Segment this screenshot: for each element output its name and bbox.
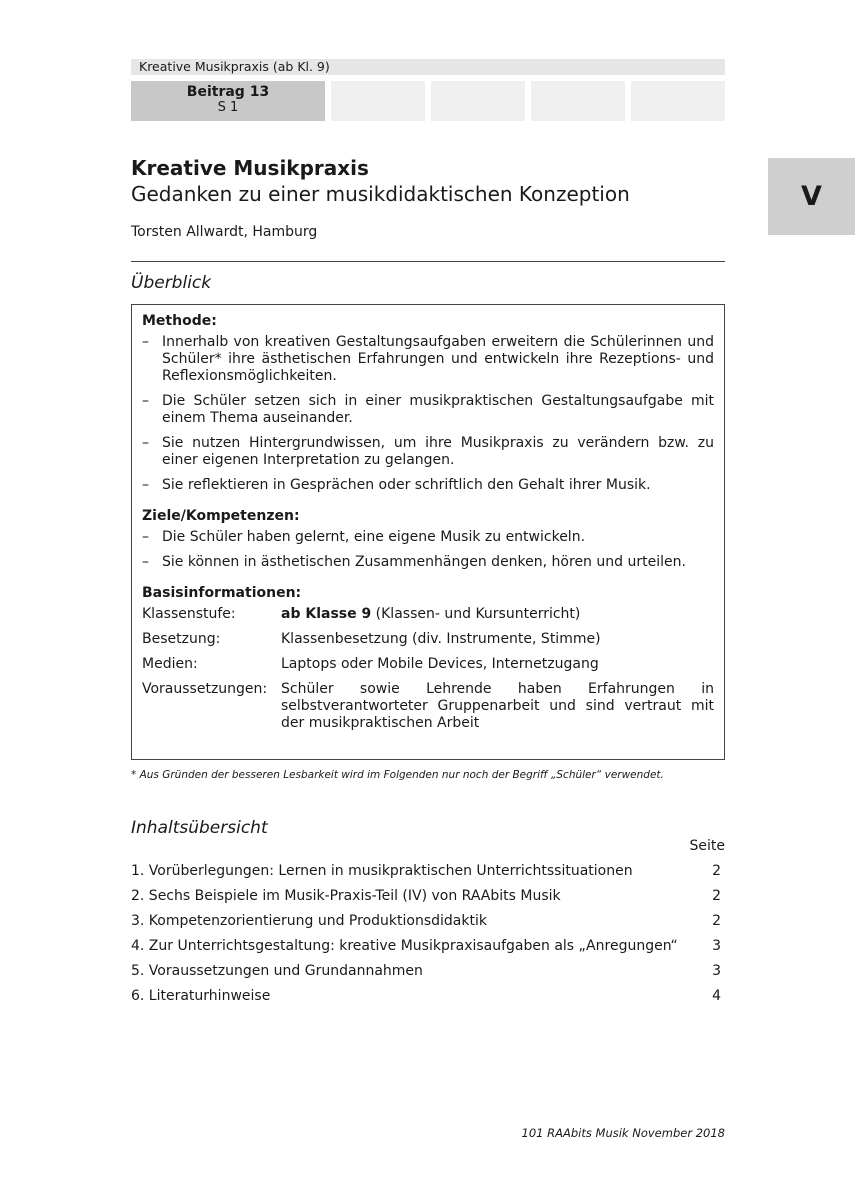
info-row-voraussetzungen: Voraussetzungen: Schüler sowie Lehrende haben Erfahrungen in selbstverantworteter Gruppenarbeit und sind vertraut mit der musikpraktischen Arbeit — [142, 681, 714, 731]
blank-tab — [631, 81, 725, 121]
list-item: – Die Schüler haben gelernt, eine eigene Musik zu entwickeln. — [142, 529, 714, 546]
article-title: Kreative Musikpraxis — [131, 156, 369, 180]
methode-heading: Methode: — [142, 313, 217, 329]
list-item: – Die Schüler setzen sich in einer musikpraktischen Gestaltungsaufgabe mit einem Thema auseinander. — [142, 393, 714, 427]
list-item: – Innerhalb von kreativen Gestaltungsaufgaben erweitern die Schülerinnen und Schüler* ihre ästhetischen Erfahrungen und entwickeln ihre Rezeptions- und Reflexionsmöglichkeiten. — [142, 334, 714, 385]
page-footer: 101 RAAbits Musik November 2018 — [521, 1126, 725, 1140]
article-author: Torsten Allwardt, Hamburg — [131, 224, 318, 240]
contents-heading: Inhaltsübersicht — [131, 818, 268, 838]
divider — [131, 261, 725, 262]
toc-row: 4. Zur Unterrichtsgestaltung: kreative Musikpraxisaufgaben als „Anregungen“ 3 — [131, 938, 721, 954]
ziele-list — [142, 529, 714, 571]
issue-tab-row — [131, 81, 725, 121]
toc-row: 5. Voraussetzungen und Grundannahmen 3 — [131, 963, 721, 979]
list-item: – Sie reflektieren in Gesprächen oder schriftlich den Gehalt ihrer Musik. — [142, 477, 714, 494]
beitrag-number: Beitrag 13 — [186, 84, 270, 100]
table-of-contents — [131, 861, 721, 1011]
series-title: Kreative Musikpraxis (ab Kl. 9) — [131, 59, 725, 75]
list-item: – Sie nutzen Hintergrundwissen, um ihre Musikpraxis zu verändern bzw. zu einer eigenen Interpretation zu gelangen. — [142, 435, 714, 469]
article-subtitle: Gedanken zu einer musikdidaktischen Konzeption — [131, 182, 630, 206]
info-row-besetzung: Besetzung: Klassenbesetzung (div. Instrumente, Stimme) — [142, 631, 601, 647]
toc-row: 1. Vorüberlegungen: Lernen in musikpraktischen Unterrichtssituationen 2 — [131, 863, 721, 879]
toc-row: 6. Literaturhinweise 4 — [131, 988, 721, 1004]
section-marker: V — [768, 158, 855, 235]
info-row-klassenstufe: Klassenstufe: ab Klasse 9 (Klassen- und Kursunterricht) — [142, 606, 581, 622]
page-number: S 1 — [217, 100, 239, 115]
page-column-label: Seite — [689, 838, 725, 854]
blank-tab — [431, 81, 525, 121]
ziele-heading: Ziele/Kompetenzen: — [142, 508, 300, 524]
overview-heading: Überblick — [131, 273, 212, 293]
basis-heading: Basisinformationen: — [142, 585, 302, 601]
blank-tab — [331, 81, 425, 121]
overview-box — [131, 304, 725, 760]
toc-row: 3. Kompetenzorientierung und Produktionsdidaktik 2 — [131, 913, 721, 929]
blank-tab — [531, 81, 625, 121]
methode-list — [142, 334, 714, 494]
beitrag-tab — [131, 81, 325, 121]
footnote: * Aus Gründen der besseren Lesbarkeit wird im Folgenden nur noch der Begriff „Schüler“ verwendet. — [131, 769, 664, 781]
info-row-medien: Medien: Laptops oder Mobile Devices, Internetzugang — [142, 656, 599, 672]
toc-row: 2. Sechs Beispiele im Musik-Praxis-Teil (IV) von RAAbits Musik 2 — [131, 888, 721, 904]
list-item: – Sie können in ästhetischen Zusammenhängen denken, hören und urteilen. — [142, 554, 714, 571]
